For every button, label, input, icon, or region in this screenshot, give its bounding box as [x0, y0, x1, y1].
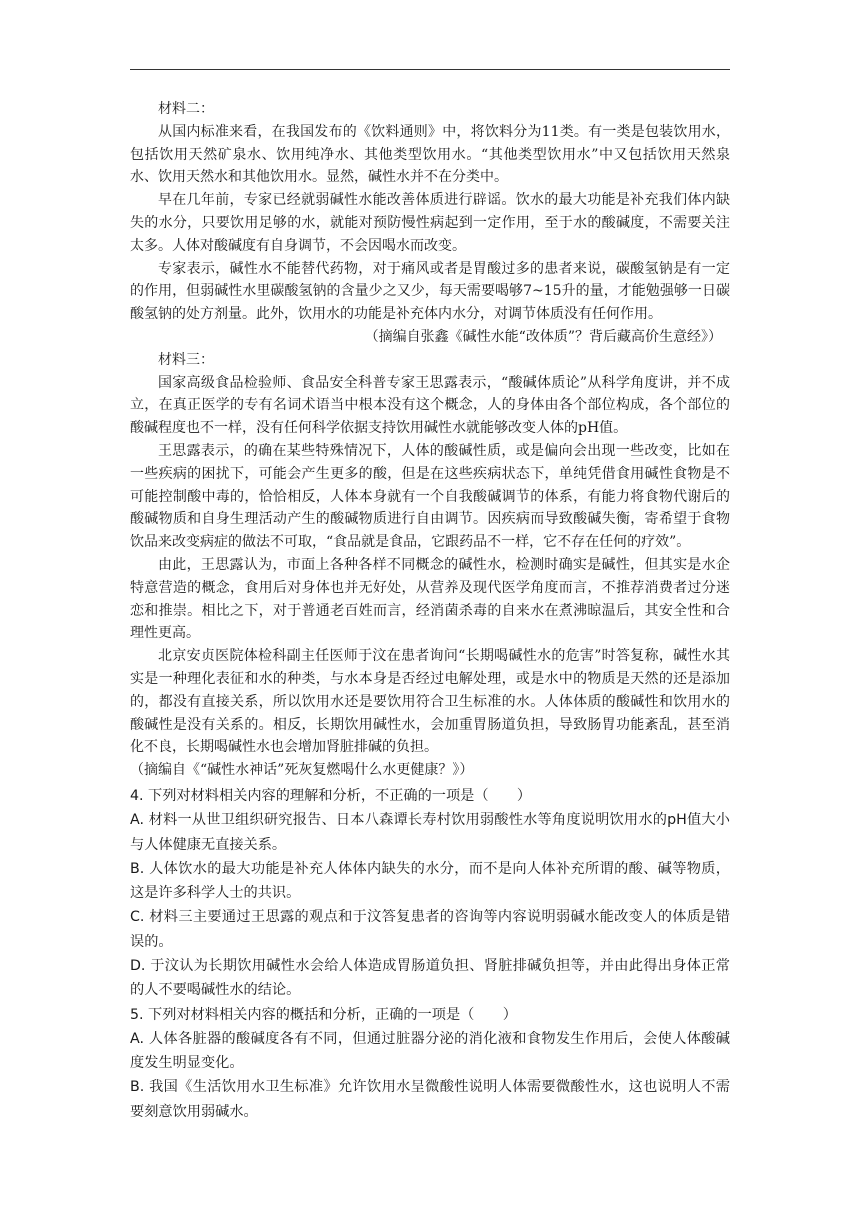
- question-4-option-a: A. 材料一从世卫组织研究报告、日本八森谭长寿村饮用弱酸性水等角度说明饮用水的pH值大小与人体健康无直接关系。: [130, 812, 730, 853]
- material2-paragraph-1: 从国内标准来看，在我国发布的《饮料通则》中，将饮料分为11类。有一类是包装饮用水，包括饮用天然矿泉水、饮用纯净水、其他类型饮用水。“其他类型饮用水”中又包括饮用天然泉水、饮用天然水和其他饮用水。显然，碱性水并不在分类中。: [130, 123, 730, 186]
- header-rule: [130, 69, 730, 70]
- question-4-stem: 4. 下列对材料相关内容的理解和分析，不正确的一项是（ ）: [130, 787, 532, 804]
- material2-title: 材料二：: [158, 101, 214, 117]
- material3-paragraph-3: 由此，王思露认为，市面上各种各样不同概念的碱性水，检测时确实是碱性，但其实是水企特意营造的概念，食用后对身体也并无好处，从营养及现代医学角度而言，不推荐消费者过分迷恋和推崇。相比之下，对于普通老百姓而言，经消菌杀毒的自来水在煮沸晾温后，其安全性和合理性更高。: [130, 556, 730, 642]
- material2-paragraph-3: 专家表示，碱性水不能替代药物，对于痛风或者是胃酸过多的患者来说，碳酸氢钠是有一定的作用，但弱碱性水里碳酸氢钠的含量少之又少，每天需要喝够7~15升的量，才能勉强够一日碳酸氢钠的处方剂量。此外，饮用水的功能是补充体内水分，对调节体质没有任何作用。: [130, 260, 730, 323]
- material3-paragraph-1: 国家高级食品检验师、食品安全科普专家王思露表示，“酸碱体质论”从科学角度讲，并不成立，在真正医学的专有名词术语当中根本没有这个概念，人的身体由各个部位构成，各个部位的酸碱程度也不一样，没有任何科学依据支持饮用碱性水就能够改变人体的pH值。: [130, 374, 730, 437]
- question-4-option-b: B. 人体饮水的最大功能是补充人体体内缺失的水分，而不是向人体补充所谓的酸、碱等物质，这是许多科学人士的共识。: [130, 860, 730, 902]
- question-5-option-a: A. 人体各脏器的酸碱度各有不同，但通过脏器分泌的消化液和食物发生作用后，会使人体酸碱度发生明显变化。: [130, 1030, 730, 1072]
- material3-paragraph-4: 北京安贞医院体检科副主任医师于汶在患者询问“长期喝碱性水的危害”时答复称，碱性水其实是一种理化表征和水的种类，与水本身是否经过电解处理，或是水中的物质是天然的还是添加的，都没有直接关系，所以饮用水还是要饮用符合卫生标准的水。人体体质的酸碱性和饮用水的酸碱性是没有关系的。相反，长期饮用碱性水，会加重胃肠道负担，导致肠胃功能紊乱，甚至消化不良，长期喝碱性水也会增加肾脏排碱的负担。: [130, 648, 730, 756]
- question-4-option-c: C. 材料三主要通过王思露的观点和于汶答复患者的咨询等内容说明弱碱水能改变人的体质是错误的。: [130, 909, 730, 950]
- material3-source: （摘编自《“碱性水神话”死灰复燃喝什么水更健康？》）: [130, 762, 474, 779]
- question-4-option-d: D. 于汶认为长期饮用碱性水会给人体造成胃肠道负担、肾脏排碱负担等，并由此得出身体正常的人不要喝碱性水的结论。: [130, 957, 730, 999]
- material2-paragraph-2: 早在几年前，专家已经就弱碱性水能改善体质进行辟谣。饮水的最大功能是补充我们体内缺失的水分，只要饮用足够的水，就能对预防慢性病起到一定作用，至于水的酸碱度，不需要关注太多。人体对酸碱度有自身调节，不会因喝水而改变。: [130, 192, 730, 254]
- material3-paragraph-2: 王思露表示，的确在某些特殊情况下，人体的酸碱性质，或是偏向会出现一些改变，比如在一些疾病的困扰下，可能会产生更多的酸，但是在这些疾病状态下，单纯凭借食用碱性食物是不可能控制酸中毒的，恰恰相反，人体本身就有一个自我酸碱调节的体系，有能力将食物代谢后的酸碱物质和自身生理活动产生的酸碱物质进行自由调节。因疾病而导致酸碱失衡，寄希望于食物饮品来改变病症的做法不可取，“食品就是食品，它跟药品不一样，它不存在任何的疗效”。: [130, 442, 730, 551]
- question-5-option-b: B. 我国《生活饮用水卫生标准》允许饮用水呈微酸性说明人体需要微酸性水，这也说明人不需要刻意饮用弱碱水。: [130, 1079, 730, 1120]
- question-5-stem: 5. 下列对材料相关内容的概括和分析，正确的一项是（ ）: [130, 1006, 517, 1023]
- material3-title: 材料三：: [158, 351, 214, 368]
- document-body: [130, 98, 730, 1124]
- material2-source: （摘编自张鑫《碱性水能“改体质”？背后藏高价生意经》）: [364, 328, 722, 345]
